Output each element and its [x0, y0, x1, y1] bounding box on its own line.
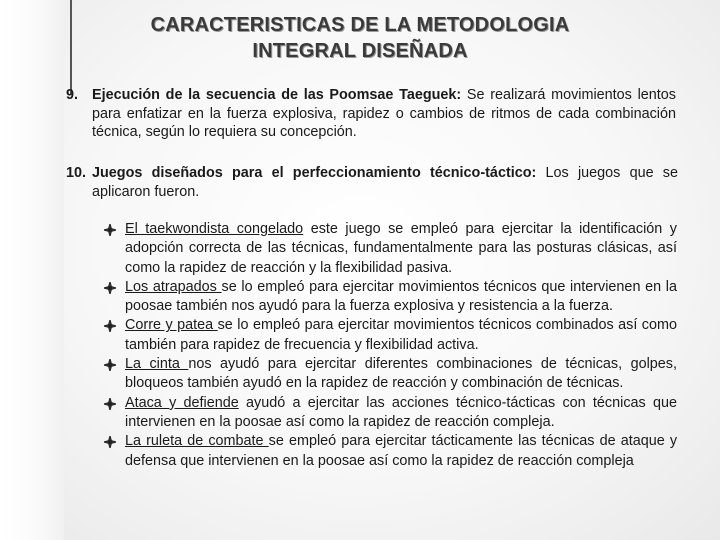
title-line-2: INTEGRAL DISEÑADA — [252, 40, 468, 62]
list-item — [104, 394, 677, 433]
title-line-1: CARACTERISTICAS DE LA METODOLOGIA — [150, 14, 570, 36]
diamond-bullet-icon — [104, 398, 116, 410]
item-9-number: 9. — [66, 87, 79, 103]
diamond-bullet-icon — [104, 282, 116, 294]
game-name: La ruleta de combate — [125, 433, 269, 450]
item-9 — [66, 86, 676, 142]
game-description: nos ayudó para ejercitar diferentes combinaciones de técnicas, golpes, bloqueos también ayudó en la rapidez de reacción y combinación de técnicas. — [125, 356, 677, 392]
game-description: se lo empleó para ejercitar movimientos técnicos combinados así como también para rapidez de frecuencia y flexibilidad activa. — [125, 317, 677, 353]
item-10-number: 10. — [66, 165, 87, 181]
game-name: La cinta — [125, 356, 189, 373]
games-list — [104, 220, 677, 471]
game-name: Corre y patea — [125, 317, 218, 334]
slide-title — [100, 12, 620, 64]
item-10-heading: Juegos diseñados para el perfeccionamiento técnico-táctico: — [92, 165, 537, 181]
game-name: Los atrapados — [125, 278, 222, 295]
game-name: El taekwondista congelado — [125, 221, 304, 237]
game-description: se empleó para ejercitar tácticamente las técnicas de ataque y defensa que intervienen en la poosae así como la rapidez de reacción compleja — [125, 433, 678, 469]
game-description: se lo empleó para ejercitar movimientos técnicos que intervienen en la poosae también nos ayudó para la fuerza explosiva y resistencia a la fuerza. — [125, 278, 677, 315]
diamond-bullet-icon — [104, 436, 116, 448]
diamond-bullet-icon — [104, 320, 116, 332]
game-description: este juego se empleó para ejercitar la identificación y adopción correcta de las técnicas, fundamentalmente para las posturas clásicas, así como la rapidez de reacción y la flexibilidad pasiva. — [125, 221, 677, 276]
game-description: ayudó a ejercitar las acciones técnico-tácticas con técnicas que intervienen en la poosae así como la rapidez de reacción compleja. — [125, 394, 677, 430]
item-10-text: Los juegos que se aplicaron fueron. — [92, 165, 678, 200]
item-10 — [66, 164, 678, 201]
item-9-heading: Ejecución de la secuencia de las Poomsae Taeguek: — [92, 87, 462, 103]
item-9-text: Se realizará movimientos lentos para enfatizar en la fuerza explosiva, rapidez o cambios de ritmos de cada combinación técnica, según lo requiera su concepción. — [92, 87, 676, 140]
list-item — [104, 316, 677, 355]
list-item — [104, 432, 677, 471]
list-item — [104, 355, 677, 394]
diamond-bullet-icon — [104, 224, 116, 236]
list-item — [104, 220, 677, 278]
left-vertical-divider — [70, 0, 72, 94]
diamond-bullet-icon — [104, 359, 116, 371]
left-decorative-panel — [0, 0, 64, 540]
list-item — [104, 278, 677, 317]
game-name: Ataca y defiende — [125, 394, 239, 411]
